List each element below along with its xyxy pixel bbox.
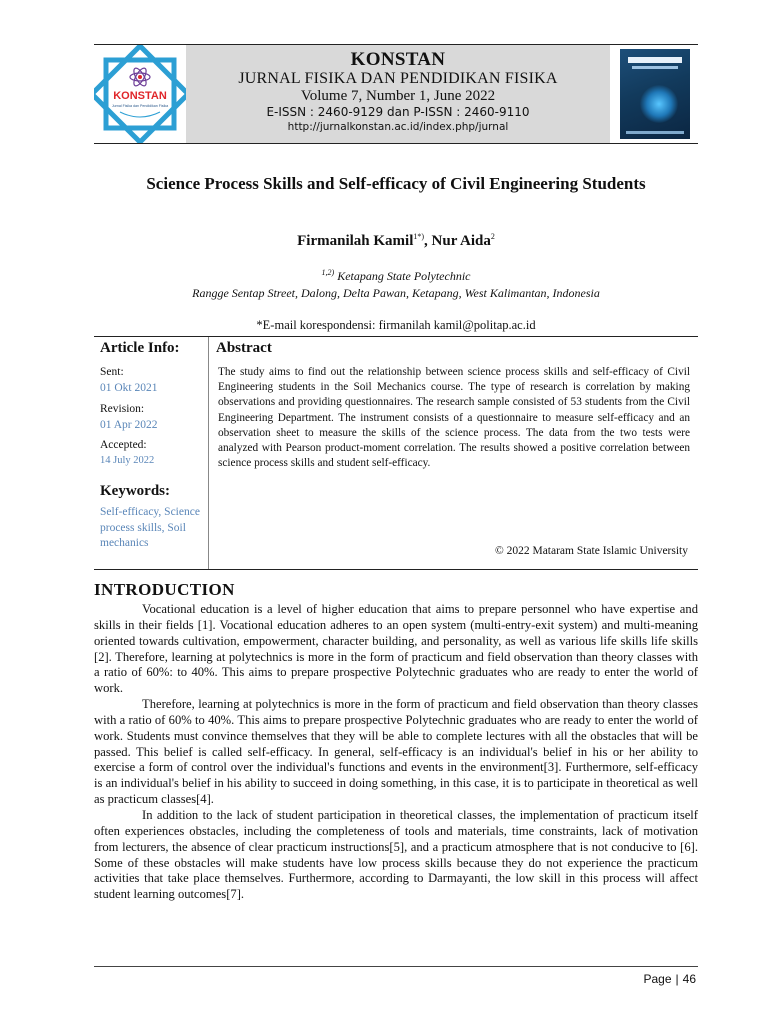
keywords-heading: Keywords:: [100, 483, 170, 499]
svg-text:KONSTAN: KONSTAN: [113, 90, 167, 102]
author-2: , Nur Aida: [424, 233, 491, 249]
accepted-date: [100, 437, 154, 469]
paragraph: Vocational education is a level of higher education that aims to prepare personnel who have expertise and skills in their fields [1]. Vocational education adheres to an open system (multi-entry-exit system) and multi-meaning oriented towards cultivation, empowerment, character building, and personality, as well as various life skills life skills [2]. Therefore, learning at polytechnics is more in the form of practicum and field observation than theory classes with a ratio of 60%: to 40%. This aims to prepare prospective Polytechnic graduates who are ready to enter the world of work.: [94, 602, 698, 696]
revision-date: [100, 401, 158, 433]
journal-header-text: [186, 45, 610, 134]
article-info-heading: Article Info:: [100, 340, 180, 356]
paragraph: In addition to the lack of student participation in theoretical classes, the implementation of practicum itself often experiences obstacles, including the completeness of tools and materials, time constraints, lack of motivation from lecturers, the absence of clear practicum instructions[5], and a practicum atmosphere that is not conducive to [6]. Some of these obstacles will make students have low process skills because they do not experience the practicum activities that take place themselves. Furthermore, according to Darmayanti, the low skill in this process will affect student learning outcomes[7].: [94, 807, 698, 902]
author-1-sup: 1*): [413, 232, 425, 241]
introduction-body: [94, 602, 698, 903]
copyright-notice: © 2022 Mataram State Islamic University: [494, 545, 688, 557]
abstract-column: [208, 337, 698, 569]
section-heading-introduction: INTRODUCTION: [94, 580, 235, 599]
journal-issn: E-ISSN : 2460-9129 dan P-ISSN : 2460-9110: [266, 105, 530, 119]
article-info-box: [94, 336, 698, 570]
cover-image: [620, 49, 690, 139]
abstract-text: The study aims to find out the relationship between science process skills and self-efficacy of Civil Engineering students in the Soil Mechanics course. The type of research is correlation by making observations and providing questionnaires. The research sample consisted of 53 students from the Civil Engineering Department. The instrument consists of a questionnaire to measure self-efficacy and an observation sheet to measure the skills of the science process. The data from the two tests were analyzed with Pearson product-moment correlation. The results showed a positive correlation between science process skills and student self-efficacy.: [218, 366, 690, 470]
author-1: Firmanilah Kamil: [297, 233, 414, 249]
affil-sup: 1,2): [321, 268, 335, 277]
journal-subtitle: JURNAL FISIKA DAN PENDIDIKAN FISIKA: [238, 70, 558, 87]
page-footer: Page | 46: [643, 972, 696, 986]
correspondence-email[interactable]: *E-mail korespondensi: firmanilah kamil@politap.ac.id: [256, 318, 536, 332]
affiliation: [100, 264, 692, 302]
revision-value: 01 Apr 2022: [100, 419, 158, 431]
article-title: Science Process Skills and Self-efficacy of Civil Engineering Students: [146, 174, 646, 193]
authors: [100, 232, 692, 250]
journal-volume: Volume 7, Number 1, June 2022: [300, 88, 496, 104]
accepted-value: 14 July 2022: [100, 455, 155, 466]
accepted-label: Accepted:: [100, 439, 147, 451]
revision-label: Revision:: [100, 403, 145, 415]
keywords-list: Self-efficacy, Science process skills, Soil mechanics: [100, 506, 200, 549]
journal-header: [94, 44, 698, 144]
author-2-sup: 2: [490, 232, 495, 241]
institution: Ketapang State Polytechnic: [337, 269, 471, 283]
abstract-heading: Abstract: [216, 340, 272, 356]
page-label: Page: [643, 972, 672, 986]
journal-cover: [610, 45, 698, 143]
svg-text:Jurnal Fisika dan Pendidikan F: Jurnal Fisika dan Pendidikan Fisika: [111, 104, 169, 108]
logo-star-icon: [94, 45, 186, 143]
sent-value: 01 Okt 2021: [100, 382, 158, 394]
address: Rangge Sentap Street, Dalong, Delta Pawan, Ketapang, West Kalimantan, Indonesia: [192, 286, 600, 300]
sent-label: Sent:: [100, 366, 124, 378]
paragraph: Therefore, learning at polytechnics is more in the form of practicum and field observation than theory classes with a ratio of 60% to 40%. This aims to prepare prospective Polytechnic graduates who are ready to enter the world of work. Students must convince themselves that they will be able to complete lectures with all the obstacles that will be passed. This belief is called self-efficacy. In general, self-efficacy is an individual's belief in his or her ability to exercise a form of control over the individual's functions and events in the environment[3]. Furthermore, self-efficacy is an individual's belief in his ability to succeed in doing something, in this case, it is to participate in theoretical as well as practicum classes[4].: [94, 697, 698, 807]
journal-url[interactable]: http://jurnalkonstan.ac.id/index.php/jurnal: [287, 121, 509, 133]
journal-logo: [94, 45, 186, 143]
article-info-column: [94, 337, 209, 569]
footer-divider: [94, 966, 698, 967]
journal-name: KONSTAN: [350, 49, 446, 70]
sent-date: [100, 364, 158, 396]
page-number: 46: [682, 972, 696, 986]
